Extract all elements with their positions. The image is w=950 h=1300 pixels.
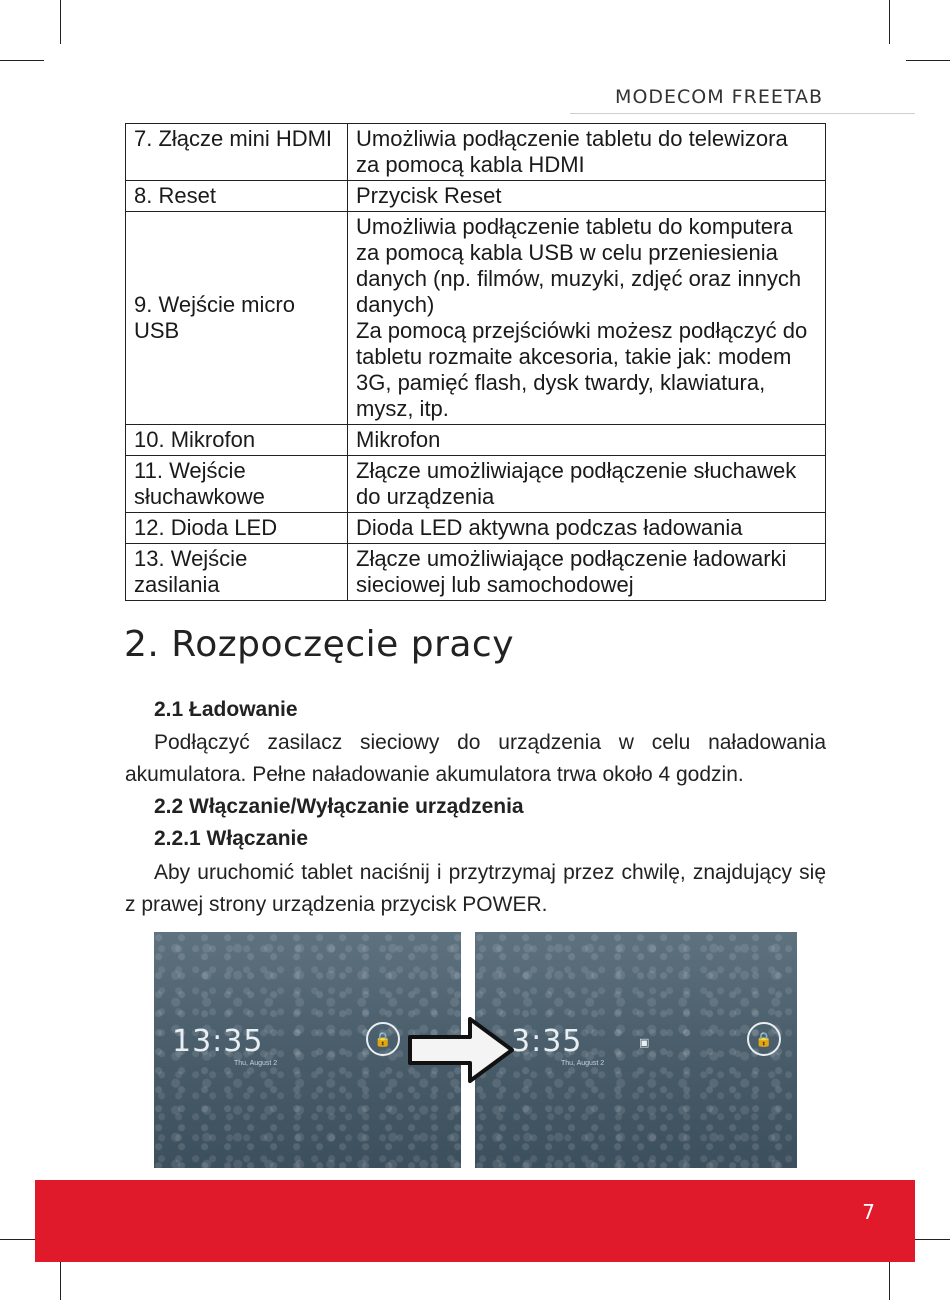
lockscreen-clock: 3:35 [511, 1024, 583, 1059]
table-row [126, 181, 826, 212]
padlock-icon: 🔒 [747, 1022, 781, 1056]
crop-mark [0, 60, 44, 61]
section-title: 2. Rozpoczęcie pracy [124, 624, 515, 665]
table-row [126, 425, 826, 456]
crop-mark [889, 0, 890, 44]
spec-table [125, 123, 826, 601]
table-row [126, 544, 826, 601]
footer-bar [35, 1180, 915, 1262]
camera-icon: ▣ [639, 1037, 650, 1049]
component-name: 13. Wejście zasilania [126, 544, 348, 601]
component-description: Złącze umożliwiające podłączenie słuchawek do urządzenia [348, 456, 826, 513]
paragraph-charging: Podłączyć zasilacz sieciowy do urządzenia w celu naładowania akumulatora. Pełne naładowanie akumulatora trwa około 4 godzin. [125, 731, 826, 786]
page-number: 7 [862, 1200, 875, 1224]
lockscreen-after [475, 932, 797, 1168]
component-description: Umożliwia podłączenie tabletu do komputera za pomocą kabla USB w celu przeniesienia danych (np. filmów, muzyki, zdjęć oraz innych danych) Za pomocą przejściówki możesz podłączyć do tabletu rozmaite akcesoria, takie jak: modem 3G, pamięć flash, dysk twardy, klawiatura, mysz, itp. [348, 212, 826, 425]
component-name: 10. Mikrofon [126, 425, 348, 456]
crop-mark [906, 60, 950, 61]
crop-mark [60, 1256, 61, 1300]
component-name: 7. Złącze mini HDMI [126, 124, 348, 181]
lockscreen-date: Thu, August 2 [561, 1060, 605, 1067]
table-row [126, 456, 826, 513]
brand-header: MODECOM FREETAB [615, 86, 823, 108]
paragraph-power-on: Aby uruchomić tablet naciśnij i przytrzymaj przez chwilę, znajdujący się z prawej strony urządzenia przycisk POWER. [125, 861, 826, 916]
table-row [126, 212, 826, 425]
component-name: 9. Wejście micro USB [126, 212, 348, 425]
header-rule [570, 113, 915, 114]
component-description: Dioda LED aktywna podczas ładowania [348, 513, 826, 544]
subsection-title-power: 2.2 Włączanie/Wyłączanie urządzenia [154, 795, 524, 818]
lockscreen-clock: 13:35 [172, 1024, 264, 1059]
component-name: 12. Dioda LED [126, 513, 348, 544]
subsection-title-power-on: 2.2.1 Włączanie [154, 827, 309, 850]
component-description: Przycisk Reset [348, 181, 826, 212]
table-row [126, 124, 826, 181]
component-description: Umożliwia podłączenie tabletu do telewizora za pomocą kabla HDMI [348, 124, 826, 181]
crop-mark [889, 1256, 890, 1300]
component-name: 8. Reset [126, 181, 348, 212]
component-description: Mikrofon [348, 425, 826, 456]
right-arrow-icon [408, 1015, 518, 1085]
padlock-icon: 🔒 [366, 1022, 400, 1056]
lockscreen-date: Thu, August 2 [234, 1060, 278, 1067]
crop-mark [60, 0, 61, 44]
component-description: Złącze umożliwiające podłączenie ładowarki sieciowej lub samochodowej [348, 544, 826, 601]
subsection-title-charging: 2.1 Ładowanie [154, 698, 298, 721]
table-row [126, 513, 826, 544]
component-name: 11. Wejście słuchawkowe [126, 456, 348, 513]
